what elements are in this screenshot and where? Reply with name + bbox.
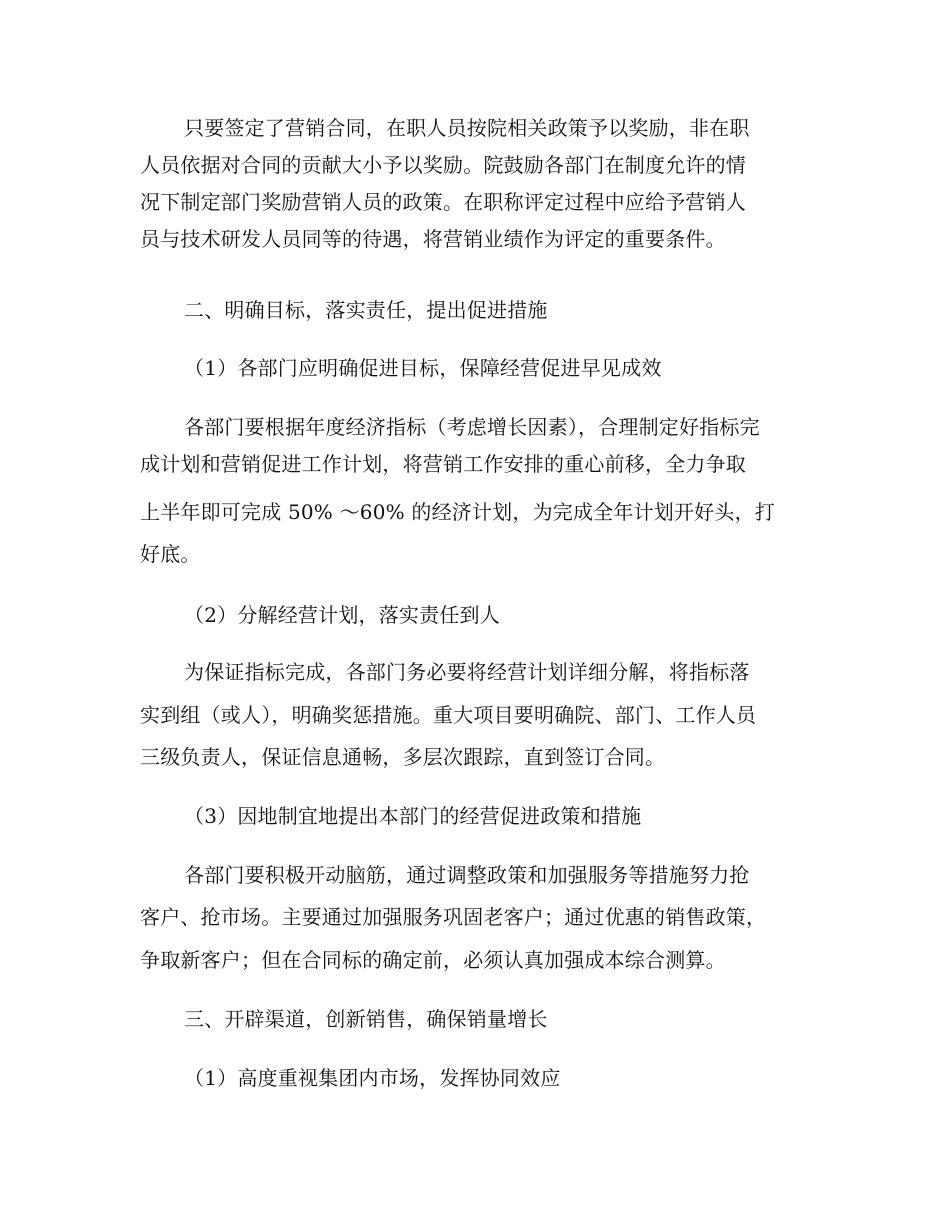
paragraph-line: 成计划和营销促进工作计划，将营销工作安排的重心前移，全力争取: [140, 452, 746, 476]
paragraph-line: 况下制定部门奖励营销人员的政策。在职称评定过程中应给予营销人: [140, 190, 746, 214]
paragraph-line: 好底。: [140, 542, 201, 566]
paragraph-line: 为保证指标完成，各部门务必要将经营计划详细分解，将指标落: [184, 660, 750, 684]
paragraph-line: 三级负责人，保证信息通畅，多层次跟踪，直到签订合同。: [140, 745, 666, 769]
paragraph-line: 各部门要根据年度经济指标（考虑增长因素），合理制定好指标完: [184, 415, 760, 439]
subsection-heading: （3）因地制宜地提出本部门的经营促进政策和措施: [184, 804, 642, 828]
paragraph-line: 客户、抢市场。主要通过加强服务巩固老客户；通过优惠的销售政策，: [140, 905, 767, 929]
section-heading: 二、明确目标，落实责任，提出促进措施: [184, 298, 548, 322]
subsection-heading: （2）分解经营计划，落实责任到人: [184, 603, 500, 627]
paragraph-line: 实到组（或人），明确奖惩措施。重大项目要明确院、部门、工作人员: [140, 703, 757, 727]
paragraph-line: 上半年即可完成 50% ～60% 的经济计划，为完成全年计划开好头，打: [140, 500, 775, 524]
subsection-heading: （1）各部门应明确促进目标，保障经营促进早见成效: [184, 356, 662, 380]
paragraph-line: 员与技术研发人员同等的待遇，将营销业绩作为评定的重要条件。: [140, 227, 726, 251]
subsection-heading: （1）高度重视集团内市场，发挥协同效应: [184, 1066, 561, 1090]
section-heading: 三、开辟渠道，创新销售，确保销量增长: [184, 1007, 548, 1031]
paragraph-line: 争取新客户；但在合同标的确定前，必须认真加强成本综合测算。: [140, 948, 726, 972]
paragraph-line: 人员依据对合同的贡献大小予以奖励。院鼓励各部门在制度允许的情: [140, 153, 746, 177]
paragraph-line: 只要签定了营销合同，在职人员按院相关政策予以奖励，非在职: [184, 116, 750, 140]
paragraph-line: 各部门要积极开动脑筋，通过调整政策和加强服务等措施努力抢: [184, 863, 750, 887]
